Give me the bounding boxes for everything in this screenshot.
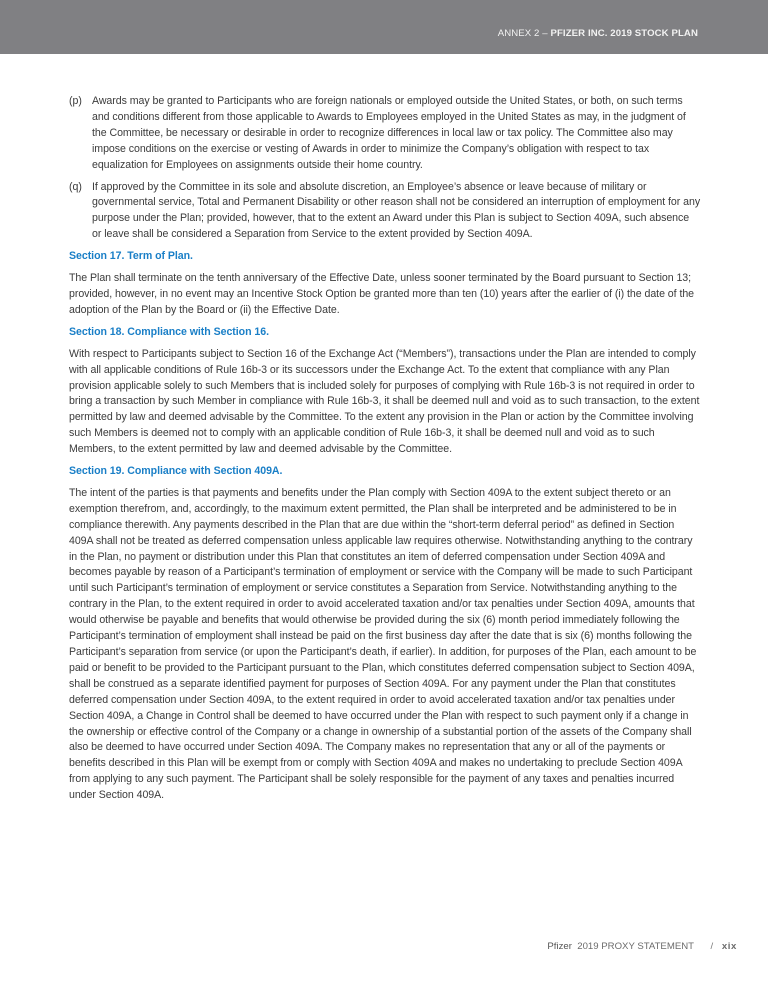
section-19-heading: Section 19. Compliance with Section 409A.: [69, 465, 283, 478]
header-prefix: ANNEX 2: [497, 28, 540, 39]
header-band: [0, 0, 768, 54]
list-item-text: Awards may be granted to Participants who are foreign nationals or employed outside the United States, or both, on such terms and conditions different from those applicable to Awards to Employees employed in the United States as may, in the judgment of the Committee, be necessary or desirable in order to recognize differences in local law or tax policy. The Committee also may impose conditions on the exercise or vesting of Awards in order to minimize the Company’s obligation with respect to tax equalization for Employees on assignments outside their home country.: [92, 95, 686, 171]
document-body: [69, 94, 701, 810]
footer-publication: 2019 PROXY STATEMENT: [577, 941, 694, 952]
list-item-p: [69, 94, 701, 174]
list-item-q: [69, 180, 701, 244]
list-item-text: If approved by the Committee in its sole and absolute discretion, an Employee’s absence or leave because of military or governmental service, Total and Permanent Disability or other reason shall not be considered an interruption of employment for any purpose under the Plan; provided, however, that to the extent an Award under this Plan is subject to Section 409A, such absence or leave shall be considered a Separation from Service to the extent provided by Section 409A.: [92, 180, 701, 241]
page-footer: [547, 941, 737, 952]
list-marker: (q): [69, 180, 82, 193]
page-number: xix: [721, 941, 737, 952]
section-18-body: With respect to Participants subject to Section 16 of the Exchange Act (“Members”), transactions under the Plan are intended to comply with all applicable conditions of Rule 16b-3 or its successors under the Exchange Act. To the extent that compliance with any Plan provision applicable solely to such Members that is included solely for purposes of complying with Rule 16b-3 is not required in order to bring a transaction by such Member in compliance with Rule 16b-3, it shall be deemed null and void as to such transaction, to the extent permitted by law and deemed advisable by the Committee. To the extent any provision in the Plan or action by the Committee involving such Members is deemed not to comply with an applicable condition of Rule 16b-3, it shall be deemed null and void as to such Members, to the extent permitted by law and deemed advisable by the Committee.: [69, 347, 700, 456]
running-header: [498, 28, 698, 39]
header-dash: –: [539, 28, 551, 39]
section-17-body: The Plan shall terminate on the tenth anniversary of the Effective Date, unless sooner terminated by the Board pursuant to Section 13; provided, however, in no event may an Incentive Stock Option be granted more than ten (10) years after the earlier of (i) the date of the adoption of the Plan by the Board or (ii) the Effective Date.: [69, 272, 695, 316]
header-title: PFIZER INC. 2019 STOCK PLAN: [550, 28, 698, 39]
section-19-body: The intent of the parties is that payments and benefits under the Plan comply with Section 409A to the extent subject thereto or an exemption therefrom, and, accordingly, to the maximum extent permitted, the Plan shall be interpreted and be administered to be in compliance therewith. Any payments described in the Plan that are due within the “short-term deferral period” as defined in Section 409A shall not be treated as deferred compensation unless applicable law requires otherwise. Notwithstanding anything to the contrary in the Plan, no payment or distribution under this Plan that constitutes an item of deferred compensation under Section 409A and becomes payable by reason of a Participant’s termination of employment or service with the Company will be made to such Participant until such Participant’s termination of employment or service constitutes a Separation from Service. Notwithstanding anything to the contrary in the Plan, to the extent required in order to avoid accelerated taxation and/or tax penalties under Section 409A, amounts that would otherwise be payable and benefits that would otherwise be provided during the six (6) month period immediately following the Participant’s termination of employment shall instead be paid on the first business day after the date that is six (6) months following the Participant’s separation from service (or upon the Participant’s death, if earlier). In addition, for purposes of the Plan, each amount to be paid or benefit to be provided to the Participant pursuant to the Plan, which constitutes deferred compensation subject to Section 409A, shall be construed as a separate identified payment for purposes of Section 409A. For any payment under the Plan that constitutes deferred compensation under Section 409A, to the extent required in order to avoid accelerated taxation and/or tax penalties under Section 409A, a Change in Control shall be deemed to have occurred under the Plan with respect to such payment only if a change in the ownership or effective control of the Company or a change in ownership of a substantial portion of the assets of the Company shall also be deemed to have occurred under Section 409A. The Company makes no representation that any or all of the payments or benefits described in this Plan will be exempt from or comply with Section 409A and makes no undertaking to preclude Section 409A from applying to any such payment. The Participant shall be solely responsible for the payment of any taxes and penalties incurred under Section 409A.: [69, 486, 697, 802]
section-17-heading: Section 17. Term of Plan.: [69, 250, 193, 263]
section-18-heading: Section 18. Compliance with Section 16.: [69, 325, 269, 338]
footer-brand: Pfizer: [547, 941, 572, 952]
footer-separator: /: [710, 941, 714, 952]
list-marker: (p): [69, 95, 82, 107]
